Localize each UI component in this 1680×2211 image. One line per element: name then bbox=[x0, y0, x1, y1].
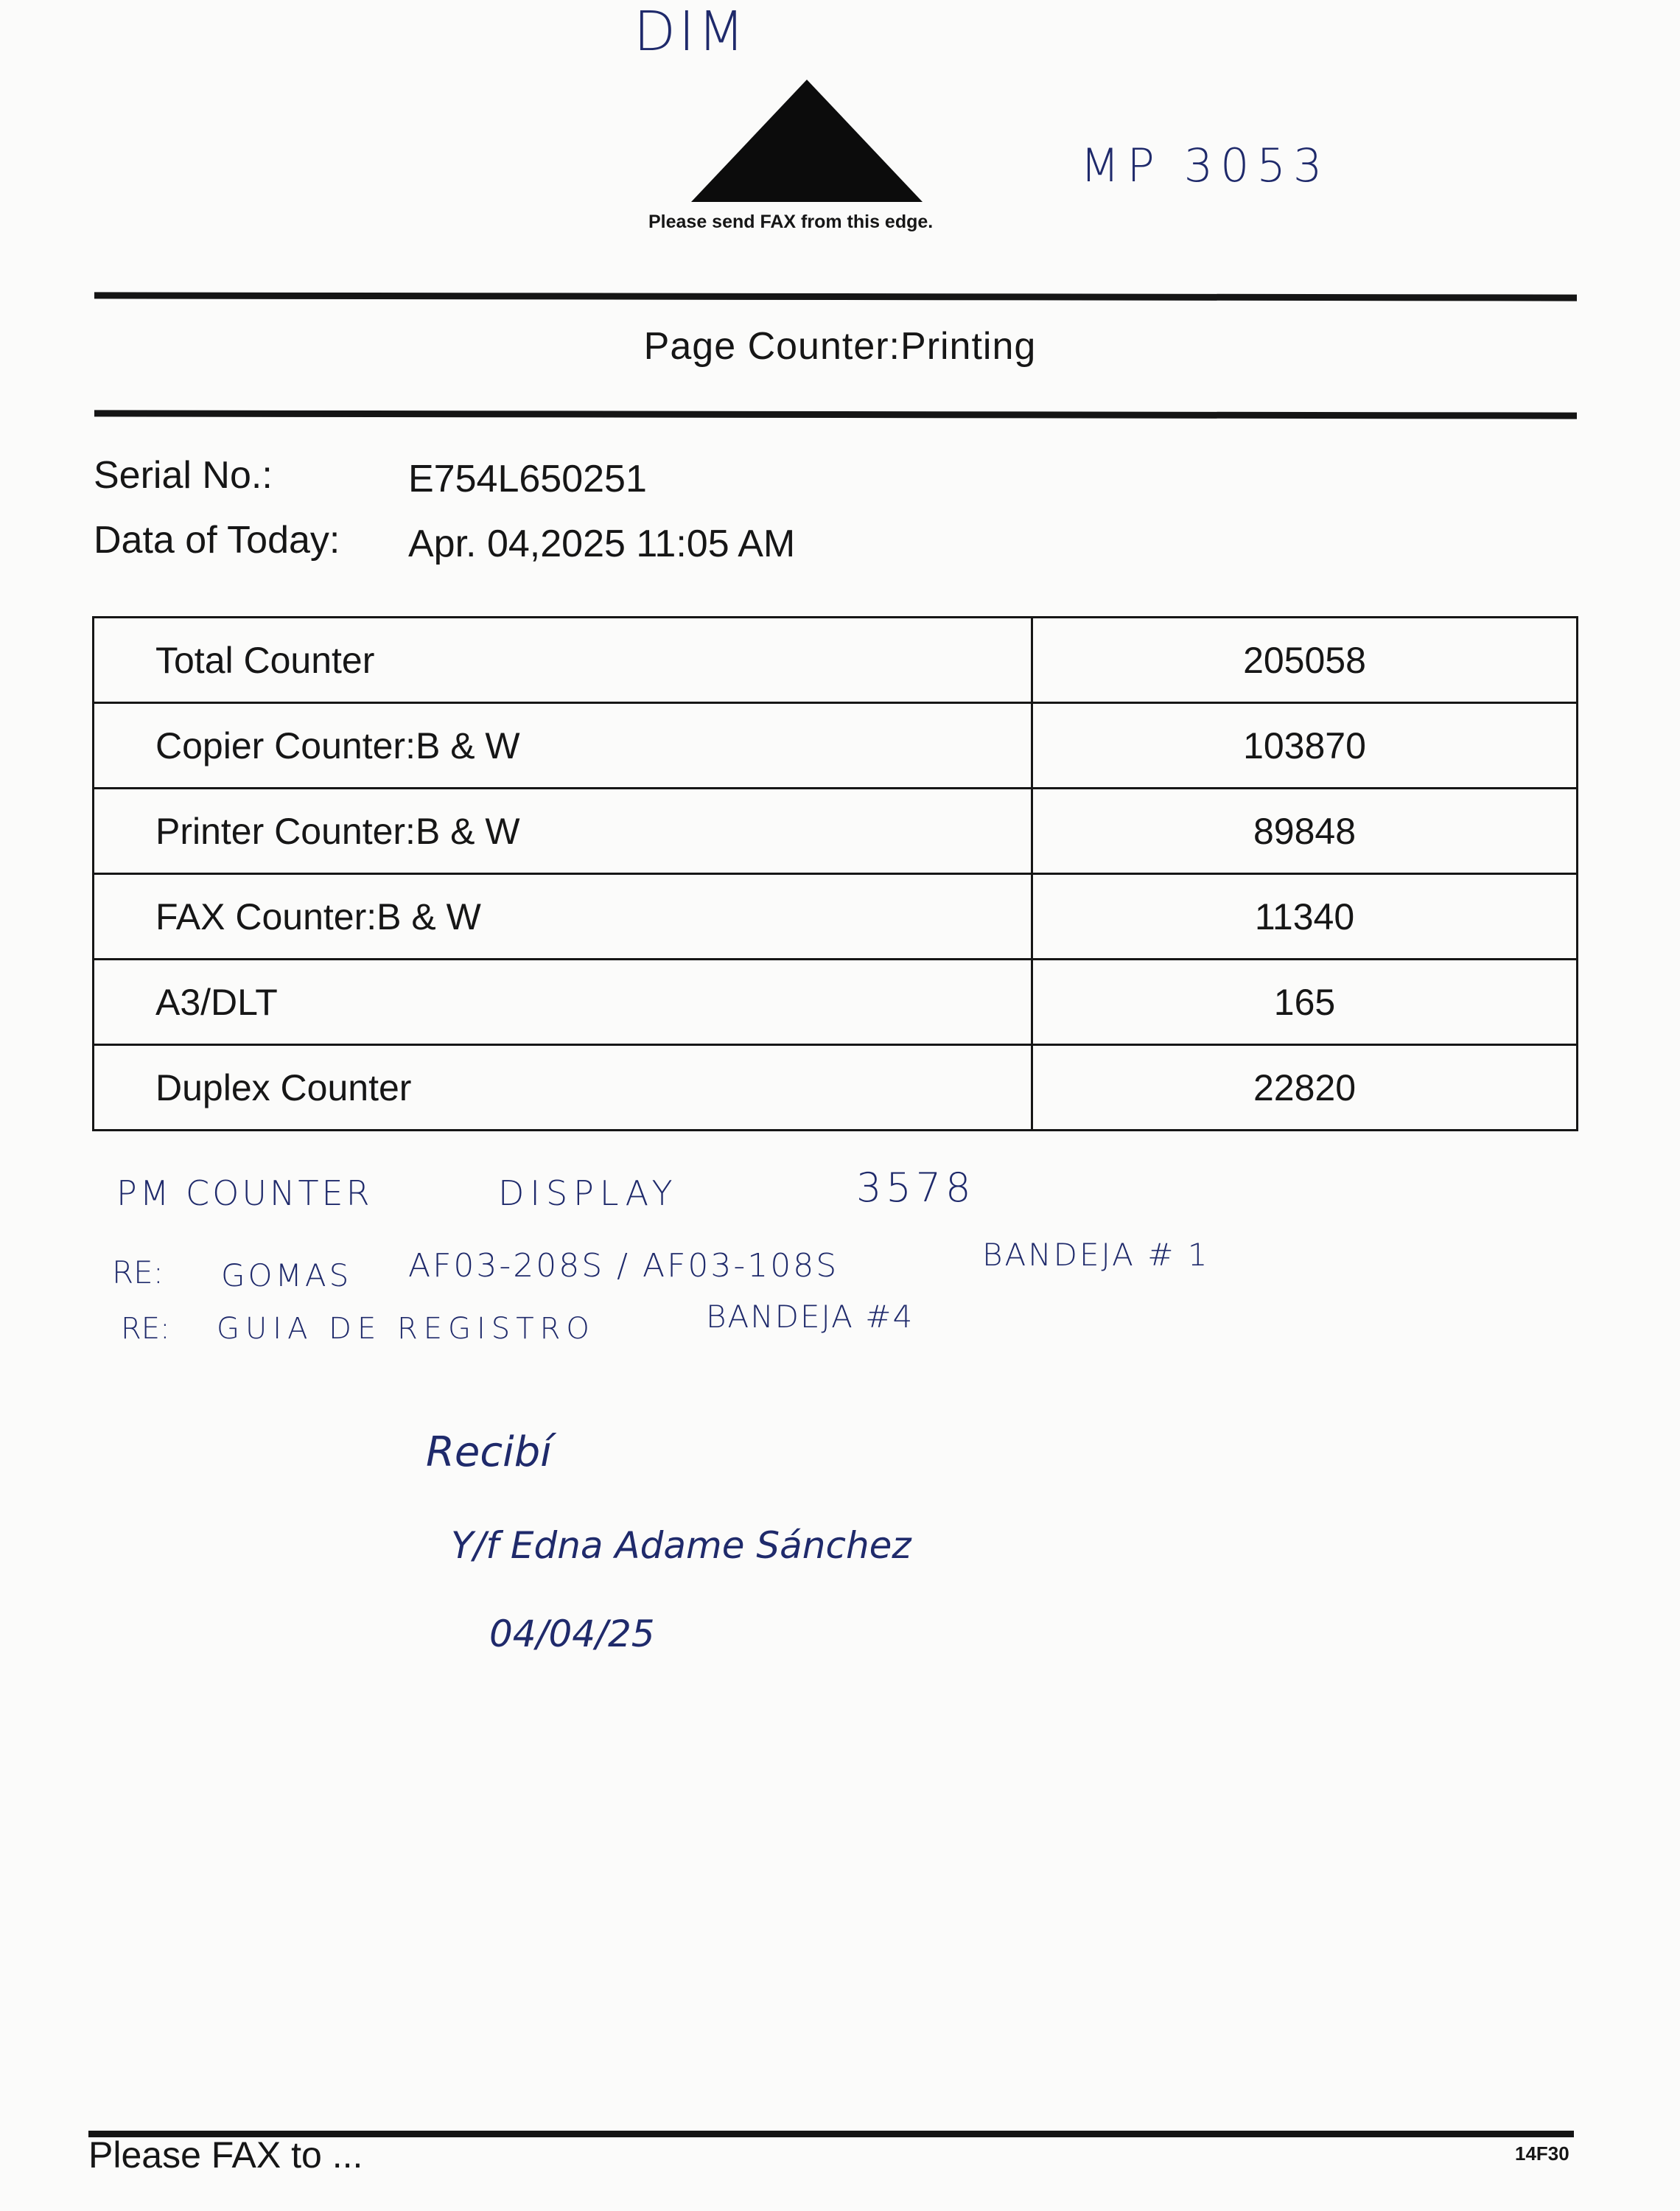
counter-label: A3/DLT bbox=[94, 960, 1032, 1045]
handwritten-model: MP 3053 bbox=[1080, 139, 1330, 192]
title-bottom-rule bbox=[94, 410, 1577, 419]
handwritten-pm-value: 3578 bbox=[856, 1164, 976, 1211]
handwritten-re-1: RE: bbox=[112, 1254, 164, 1290]
top-rule bbox=[94, 292, 1577, 301]
serial-value: E754L650251 bbox=[408, 458, 647, 500]
handwritten-display: DISPLAY bbox=[498, 1173, 679, 1213]
handwritten-dim: DIM bbox=[634, 0, 748, 63]
handwritten-received-date: 04/04/25 bbox=[489, 1613, 655, 1655]
handwritten-received-by: Y/f Edna Adame Sánchez bbox=[451, 1524, 911, 1567]
counter-value: 11340 bbox=[1032, 874, 1578, 960]
handwritten-tray-1: BANDEJA # 1 bbox=[982, 1237, 1210, 1273]
counter-value: 165 bbox=[1032, 960, 1578, 1045]
page-title: Page Counter:Printing bbox=[643, 325, 1037, 368]
date-value: Apr. 04,2025 11:05 AM bbox=[408, 523, 796, 565]
handwritten-part-2: GUIA DE REGISTRO bbox=[217, 1312, 595, 1346]
handwritten-codes-1: AF03-208S / AF03-108S bbox=[408, 1247, 839, 1285]
counter-value: 89848 bbox=[1032, 789, 1578, 874]
counter-label: Printer Counter:B & W bbox=[94, 789, 1032, 874]
table-row bbox=[94, 874, 1578, 960]
counter-label: Copier Counter:B & W bbox=[94, 703, 1032, 789]
handwritten-re-2: RE: bbox=[121, 1312, 170, 1346]
counter-table bbox=[92, 616, 1578, 1131]
form-code: 14F30 bbox=[1515, 2142, 1569, 2165]
handwritten-pm-counter: PM COUNTER bbox=[116, 1173, 373, 1213]
counter-value: 22820 bbox=[1032, 1045, 1578, 1131]
handwritten-tray-2: BANDEJA #4 bbox=[706, 1299, 914, 1335]
handwritten-received: Recibí bbox=[426, 1428, 552, 1476]
counter-value: 103870 bbox=[1032, 703, 1578, 789]
table-row bbox=[94, 703, 1578, 789]
fax-to-label: Please FAX to ... bbox=[88, 2134, 363, 2176]
counter-label: FAX Counter:B & W bbox=[94, 874, 1032, 960]
table-row bbox=[94, 960, 1578, 1045]
fax-edge-instruction: Please send FAX from this edge. bbox=[648, 212, 934, 232]
table-row bbox=[94, 618, 1578, 703]
table-row bbox=[94, 1045, 1578, 1131]
fax-edge-triangle-icon bbox=[691, 80, 923, 202]
table-row bbox=[94, 789, 1578, 874]
counter-label: Total Counter bbox=[94, 618, 1032, 703]
serial-label: Serial No.: bbox=[94, 454, 273, 497]
counter-value: 205058 bbox=[1032, 618, 1578, 703]
date-label: Data of Today: bbox=[94, 519, 340, 562]
handwritten-part-1: GOMAS bbox=[221, 1257, 352, 1293]
counter-label: Duplex Counter bbox=[94, 1045, 1032, 1131]
